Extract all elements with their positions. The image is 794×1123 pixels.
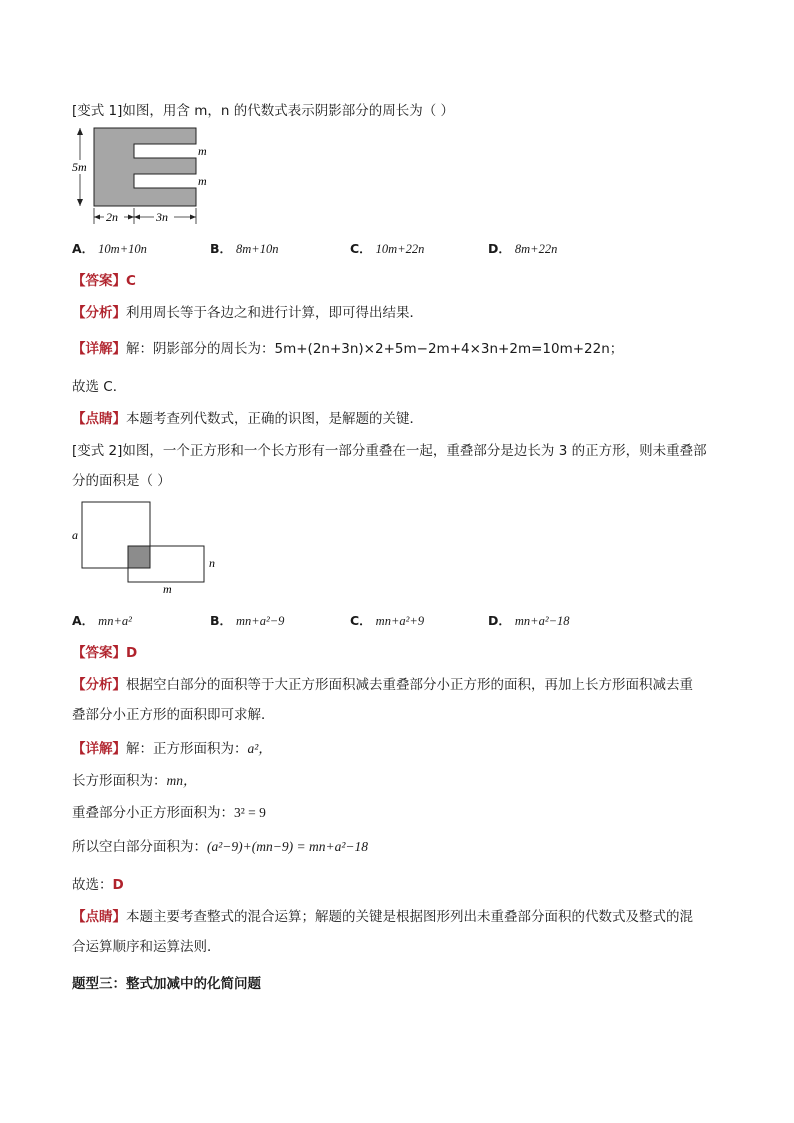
q2-choice: 故选：D bbox=[72, 877, 124, 893]
q1-option-b: B． 8m+10n bbox=[210, 241, 279, 256]
q1-width-left-label: 2n bbox=[106, 210, 118, 224]
q1-comment: 【点睛】本题考查列代数式，正确的识图，是解题的关键． bbox=[72, 411, 423, 427]
q2-analysis-line1: 【分析】根据空白部分的面积等于大正方形面积减去重叠部分小正方形的面积，再加上长方形面积减去重 bbox=[72, 677, 693, 693]
q2-blank-area: 所以空白部分面积为：(a²−9)+(mn−9) = mn+a²−18 bbox=[72, 839, 368, 855]
q1-figure bbox=[66, 124, 226, 230]
q2-analysis-line2: 叠部分小正方形的面积即可求解． bbox=[72, 707, 275, 723]
q1-answer: 【答案】C bbox=[72, 273, 136, 289]
q2-rect-height-label: n bbox=[209, 556, 215, 570]
q1-height-label: 5m bbox=[72, 160, 87, 174]
q1-stem: [变式 1]如图，用含 m，n 的代数式表示阴影部分的周长为（ ） bbox=[72, 103, 454, 119]
q2-rect-width-label: m bbox=[163, 582, 172, 596]
q1-slot-bottom-label: m bbox=[198, 174, 207, 188]
q2-option-c: C． mn+a²+9 bbox=[350, 613, 425, 628]
q1-choice: 故选 C． bbox=[72, 379, 127, 395]
q1-option-d: D． 8m+22n bbox=[488, 241, 558, 256]
q2-answer: 【答案】D bbox=[72, 645, 138, 661]
q2-figure bbox=[66, 498, 226, 598]
q2-option-d: D． mn+a²−18 bbox=[488, 613, 570, 628]
q2-comment-line2: 合运算顺序和运算法则． bbox=[72, 939, 221, 955]
q2-stem-line1: [变式 2]如图，一个正方形和一个长方形有一部分重叠在一起，重叠部分是边长为 3 的正方形，则未重叠部 bbox=[72, 443, 707, 459]
q2-option-b: B． mn+a²−9 bbox=[210, 613, 285, 628]
q1-detail: 【详解】解：阴影部分的周长为：5m+(2n+3n)×2+5m−2m+4×3n+2m=10m+22n； bbox=[72, 341, 624, 357]
q2-option-a: A． mn+a² bbox=[72, 613, 132, 628]
q1-option-c: C． 10m+22n bbox=[350, 241, 425, 256]
q2-comment-line1: 【点睛】本题主要考查整式的混合运算；解题的关键是根据图形列出未重叠部分面积的代数式及整式的混 bbox=[72, 909, 693, 925]
q2-detail: 【详解】解：正方形面积为：a²， bbox=[72, 741, 272, 757]
section-heading: 题型三：整式加减中的化简问题 bbox=[72, 976, 261, 992]
q2-square-side-label: a bbox=[72, 528, 78, 542]
q2-stem-line2: 分的面积是（ ） bbox=[72, 473, 171, 489]
q1-analysis: 【分析】利用周长等于各边之和进行计算，即可得出结果． bbox=[72, 305, 423, 321]
q2-rect-area: 长方形面积为：mn， bbox=[72, 773, 197, 789]
q1-slot-top-label: m bbox=[198, 144, 207, 158]
q2-overlap-area: 重叠部分小正方形面积为：3² = 9 bbox=[72, 805, 266, 821]
q1-width-right-label: 3n bbox=[156, 210, 168, 224]
q1-option-a: A． 10m+10n bbox=[72, 241, 147, 256]
